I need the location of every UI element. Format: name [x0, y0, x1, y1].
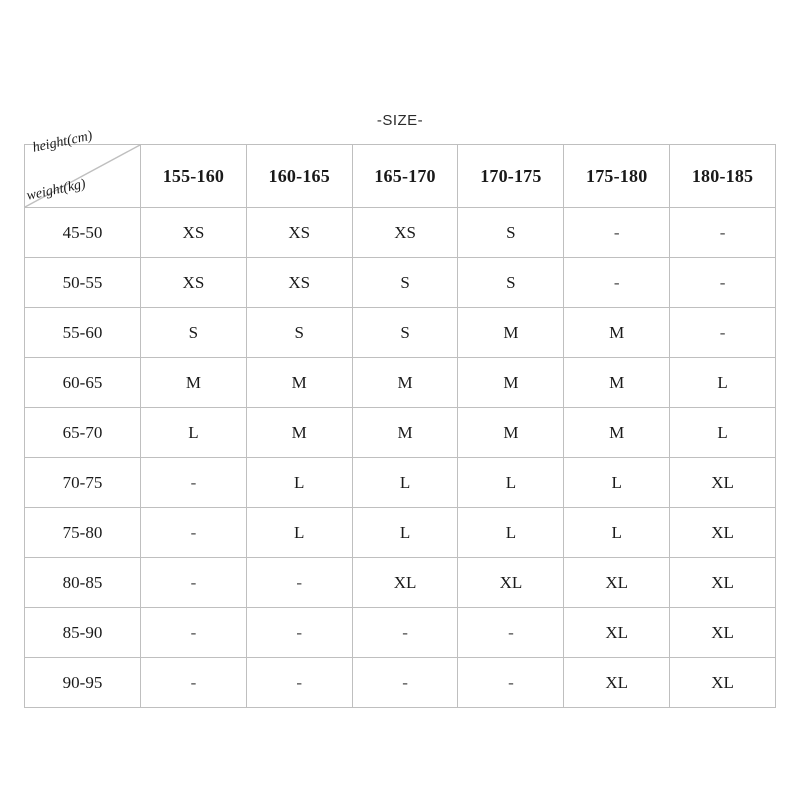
table-row	[25, 408, 776, 458]
size-cell: M	[564, 358, 670, 408]
row-header: 90-95	[25, 658, 141, 708]
row-header: 70-75	[25, 458, 141, 508]
size-cell: L	[246, 458, 352, 508]
column-header: 155-160	[141, 145, 247, 208]
size-cell: XL	[670, 608, 776, 658]
row-header: 85-90	[25, 608, 141, 658]
size-cell: XS	[246, 258, 352, 308]
size-cell: -	[670, 208, 776, 258]
corner-weight-label: weight(kg)	[25, 176, 88, 204]
size-cell: -	[141, 558, 247, 608]
size-cell: -	[670, 308, 776, 358]
size-cell: -	[564, 258, 670, 308]
row-header: 80-85	[25, 558, 141, 608]
row-header: 45-50	[25, 208, 141, 258]
column-header: 180-185	[670, 145, 776, 208]
size-cell: XS	[141, 208, 247, 258]
row-header: 75-80	[25, 508, 141, 558]
page-title: -SIZE-	[376, 112, 424, 129]
size-cell: -	[246, 558, 352, 608]
corner-header	[25, 128, 141, 208]
size-cell: -	[141, 608, 247, 658]
table-row	[25, 508, 776, 558]
size-cell: M	[246, 408, 352, 458]
table-row	[25, 208, 776, 258]
table-row	[25, 258, 776, 308]
size-cell: XL	[670, 458, 776, 508]
size-cell: XL	[670, 658, 776, 708]
size-cell: -	[246, 658, 352, 708]
size-cell: XS	[141, 258, 247, 308]
column-header: 170-175	[458, 145, 564, 208]
size-cell: S	[246, 308, 352, 358]
size-cell: XL	[564, 658, 670, 708]
size-cell: -	[458, 608, 564, 658]
table-row	[25, 458, 776, 508]
table-row	[25, 608, 776, 658]
size-cell: -	[141, 458, 247, 508]
size-table	[24, 128, 776, 708]
size-cell: S	[458, 258, 564, 308]
row-header: 55-60	[25, 308, 141, 358]
size-cell: L	[352, 458, 458, 508]
size-cell: M	[352, 408, 458, 458]
size-cell: M	[564, 308, 670, 358]
table-row	[25, 558, 776, 608]
size-cell: XS	[352, 208, 458, 258]
size-cell: S	[352, 258, 458, 308]
size-cell: M	[246, 358, 352, 408]
size-cell: -	[141, 508, 247, 558]
size-cell: -	[352, 658, 458, 708]
size-cell: XL	[670, 558, 776, 608]
size-cell: -	[670, 258, 776, 308]
table-row	[25, 358, 776, 408]
table-row	[25, 308, 776, 358]
size-table-container	[24, 128, 776, 708]
size-cell: -	[458, 658, 564, 708]
size-cell: L	[670, 358, 776, 408]
size-cell: -	[246, 608, 352, 658]
size-cell: S	[458, 208, 564, 258]
size-cell: S	[352, 308, 458, 358]
size-cell: L	[670, 408, 776, 458]
table-header	[25, 128, 776, 208]
table-body	[25, 208, 776, 708]
size-cell: M	[458, 358, 564, 408]
row-header: 50-55	[25, 258, 141, 308]
row-header: 60-65	[25, 358, 141, 408]
size-cell: L	[564, 458, 670, 508]
size-cell: L	[352, 508, 458, 558]
size-cell: XL	[352, 558, 458, 608]
size-cell: M	[458, 408, 564, 458]
size-cell: S	[141, 308, 247, 358]
size-cell: M	[564, 408, 670, 458]
size-cell: M	[141, 358, 247, 408]
size-cell: XS	[246, 208, 352, 258]
size-cell: XL	[564, 608, 670, 658]
table-row	[25, 658, 776, 708]
size-cell: L	[458, 458, 564, 508]
size-cell: M	[458, 308, 564, 358]
size-cell: XL	[564, 558, 670, 608]
size-cell: L	[458, 508, 564, 558]
size-cell: M	[352, 358, 458, 408]
size-cell: XL	[458, 558, 564, 608]
size-cell: L	[564, 508, 670, 558]
size-cell: -	[352, 608, 458, 658]
size-cell: L	[246, 508, 352, 558]
size-cell: XL	[670, 508, 776, 558]
size-cell: -	[564, 208, 670, 258]
row-header: 65-70	[25, 408, 141, 458]
size-cell: L	[141, 408, 247, 458]
table-header-row	[25, 145, 776, 208]
size-cell: -	[141, 658, 247, 708]
corner-height-label: height(cm)	[31, 128, 94, 156]
column-header: 165-170	[352, 145, 458, 208]
column-header: 175-180	[564, 145, 670, 208]
column-header: 160-165	[246, 145, 352, 208]
